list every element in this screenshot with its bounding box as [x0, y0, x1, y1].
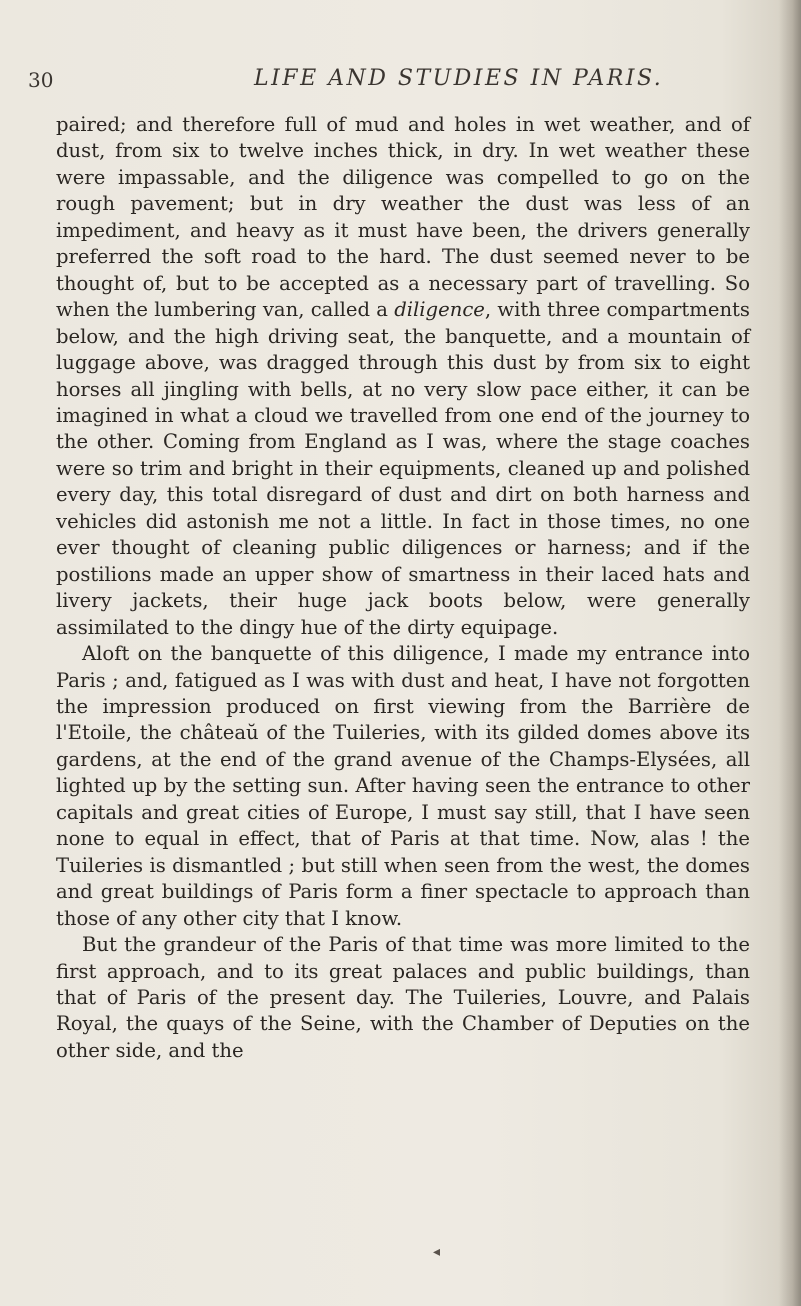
page-number: 30 — [28, 68, 54, 92]
paragraph-2: Aloft on the banquette of this diligence, I made my entrance into Paris ; and, fatigued as I was with dust and heat, I have not forgotten the impression produced on first viewing from the Barrière de l'Etoile, the châteaŭ of the Tuileries, with its gilded domes above its gardens, at the end of the grand avenue of the Champs-Elysées, all lighted up by the setting sun. After having seen the entrance to other capitals and great cities of Europe, I must say still, that I have seen none to equal in effect, that of Paris at that time. Now, alas ! the Tuileries is dismantled ; but still when seen from the west, the domes and great buildings of Paris form a finer spectacle to approach than those of any other city that I know. — [56, 642, 750, 930]
paragraph-1-italic-term: diligence — [394, 298, 485, 322]
paragraph-1 — [56, 112, 750, 641]
paragraph-3: But the grandeur of the Paris of that time was more limited to the first approach, and to its great palaces and public buildings, than that of Paris of the present day. The Tuileries, Louvre, and Palais Royal, the quays of the Seine, with the Chamber of Deputies on the other side, and the — [56, 933, 750, 1062]
footer-mark: ◂ — [433, 1244, 441, 1260]
running-head — [28, 66, 768, 106]
running-title: LIFE AND STUDIES IN PARIS. — [254, 66, 664, 91]
paragraph-1-text-a: paired; and therefore full of mud and holes in wet weather, and of dust, from six to twelve inches thick, in dry. In wet weather these were impassable, and the diligence was compelled to go on the rough pavement; but in dry weather the dust was less of an impediment, and heavy as it must have been, the drivers generally preferred the soft road to the hard. The dust seemed never to be thought of, but to be accepted as a necessary part of travelling. So when the lumbering van, called a — [56, 113, 750, 322]
paragraph-1-text-b: , with three compartments below, and the high driving seat, the banquette, and a mountain of luggage above, was dragged through this dust by from six to eight horses all jingling with bells, at no very slow pace either, it can be imagined in what a cloud we travelled from one end of the journey to the other. Coming from England as I was, where the stage coaches were so trim and bright in their equipments, cleaned up and polished every day, this total disregard of dust and dirt on both harness and vehicles did astonish me not a little. In fact in those times, no one ever thought of cleaning public diligences or harness; and if the postilions made an upper show of smartness in their laced hats and livery jackets, their huge jack boots below, were generally assimilated to the dingy hue of the dirty equipage. — [56, 298, 750, 639]
body-text — [56, 112, 750, 1064]
page-binding-shadow — [779, 0, 801, 1306]
